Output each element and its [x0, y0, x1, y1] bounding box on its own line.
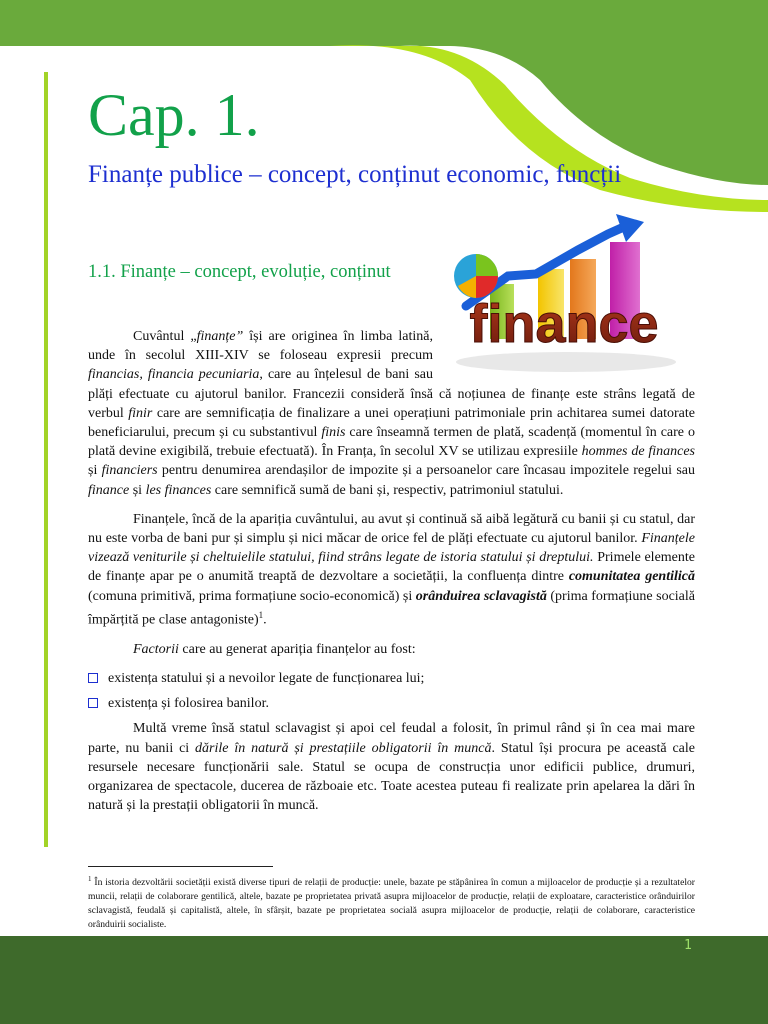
page-number: 1 — [684, 938, 692, 953]
footnote-divider — [88, 866, 273, 867]
chapter-label: Cap. 1. — [88, 82, 260, 148]
list-item: existența și folosirea banilor. — [88, 694, 695, 713]
chapter-title: Finanțe publice – concept, conținut economic, funcții — [88, 161, 622, 188]
footnote: $^1$ În istoria dezvoltării societății există diverse tipuri de relații de producție: unele, bazate pe stăpânirea în comun a mijloacelor de producție și a rezultatelor muncii, relații de colaborare gentilică, altele, bazate pe proprietatea privată asupra mijloacelor de producție, relații de exploatare, caracteristice orânduirilor sclavagistă, feudală și capitalistă, altele, în sfârșit, bazate pe proprietatea socială asupra mijloacelor de producție, relații de colaborare, caracteristice orânduirii socialiste. — [88, 875, 695, 931]
body-text — [88, 327, 695, 825]
paragraph-4: Multă vreme însă statul sclavagist și apoi cel feudal a folosit, în primul rând și în cea mai mare parte, nu banii ci dările în natură și prestațiile obligatorii în muncă. Statul își procura pe această cale resursele necesare funcționării sale. Statul se ocupa de construcția unor edificii publice, drumuri, organizarea de spectacole, ducerea de războaie etc. Toate acestea puteau fi realizate prin apelarea la dări în natură și la prestații obligatorii în muncă. — [88, 721, 695, 814]
footer-band — [0, 936, 768, 1024]
section-heading: 1.1. Finanțe – concept, evoluție, conținut — [88, 262, 391, 282]
checkbox-bullet-icon — [88, 673, 98, 683]
finance-word: finance — [469, 294, 659, 354]
left-accent-bar — [44, 72, 48, 847]
paragraph-2: Finanțele, încă de la apariția cuvântului, au avut și continuă să aibă legătură cu banii și cu statul, dar nu este vorba de bani pur și simplu și nici măcar de orice fel de plăți efectuate cu ajutorul banilor. Finanțele vizează veniturile și cheltuielile statului, fiind strâns legate de istoria statului și dreptului. Primele elemente de finanțe apar pe o anumită treaptă de dezvoltare a societății, la confluența dintre comunitatea gentilică (comuna primitivă, prima formațiune socio-economică) și orânduirea sclavagistă (prima formațiune socială împărțită pe clase antagoniste)$^1$. — [88, 511, 695, 628]
footnote-ref[interactable]: 1 — [258, 609, 264, 620]
paragraph-1: Cuvântul „finanțe” își are originea în limba latină, unde în secolul XIII-XIV se foloseau expresii precum financias, financia pecuniaria, care au înțelesul de bani sau plăți efectuate cu ajutorul banilor. Francezii consideră însă că noțiunea de finanțe este strâns legată de verbul finir care are semnificația de finalizare a unei operațiuni patrimoniale prin achitarea sumei datorate beneficiarului, precum și cu substantivul finis care înseamnă termen de plată, scadență (momentul în care o plată devine exigibilă, trebuie efectuată). În Franța, în secolul XV se utilizau expresiile hommes de finances și financiers pentru denumirea arendașilor de impozite și a persoanelor care încasau impozitele regelui sau finance și les finances care semnifică sumă de bani și, respectiv, patrimoniul statului. — [88, 329, 696, 498]
checkbox-bullet-icon — [88, 698, 98, 708]
paragraph-3: Factorii care au generat apariția finanțelor au fost: — [133, 641, 416, 657]
list-item: existența statului și a nevoilor legate de funcționarea lui; — [88, 669, 695, 688]
